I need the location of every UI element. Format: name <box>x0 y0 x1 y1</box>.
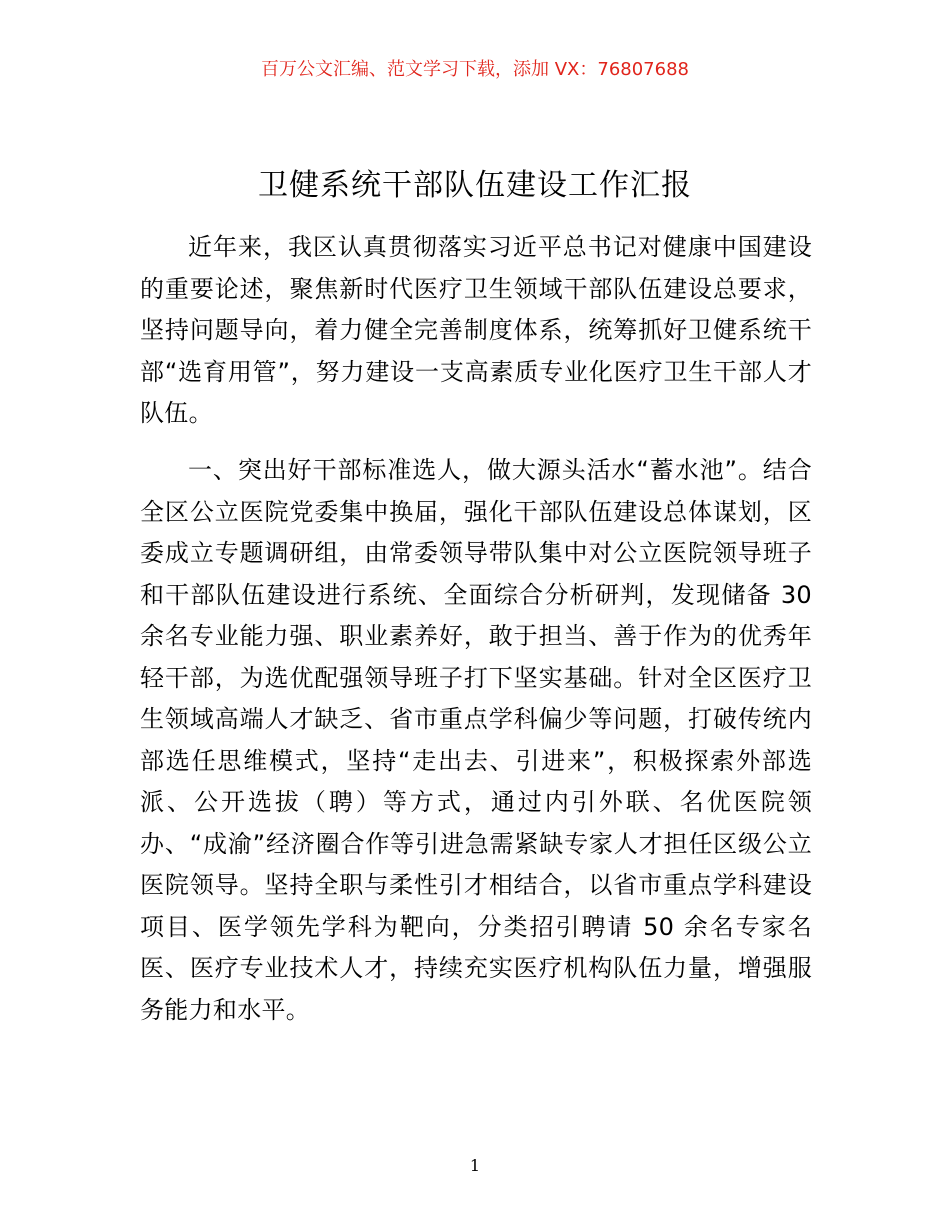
paragraph-section-one: 一、突出好干部标准选人，做大源头活水“蓄水池”。结合全区公立医院党委集中换届，强化干部队伍建设总体谋划，区委成立专题调研组，由常委领导带队集中对公立医院领导班子和干部队伍建设进行系统、全面综合分析研判，发现储备 30 余名专业能力强、职业素养好，敢于担当、善于作为的优秀年轻干部，为选优配强领导班子打下坚实基础。针对全区医疗卫生领域高端人才缺乏、省市重点学科偏少等问题，打破传统内部选任思维模式，坚持“走出去、引进来”，积极探索外部选派、公开选拔（聘）等方式，通过内引外联、名优医院领办、“成渝”经济圈合作等引进急需紧缺专家人才担任区级公立医院领导。坚持全职与柔性引才相结合，以省市重点学科建设项目、医学领先学科为靶向，分类招引聘请 50 余名专家名医、医疗专业技术人才，持续充实医疗机构队伍力量，增强服务能力和水平。 <box>140 456 812 1024</box>
paragraph-intro: 近年来，我区认真贯彻落实习近平总书记对健康中国建设的重要论述，聚焦新时代医疗卫生领域干部队伍建设总要求，坚持问题导向，着力健全完善制度体系，统筹抓好卫健系统干部“选育用管”，努力建设一支高素质专业化医疗卫生干部人才队伍。 <box>140 233 812 427</box>
document-title: 卫健系统干部队伍建设工作汇报 <box>258 168 692 203</box>
header-banner: 百万公文汇编、范文学习下载，添加 VX：76807688 <box>261 59 689 80</box>
page-number: 1 <box>469 1156 481 1175</box>
